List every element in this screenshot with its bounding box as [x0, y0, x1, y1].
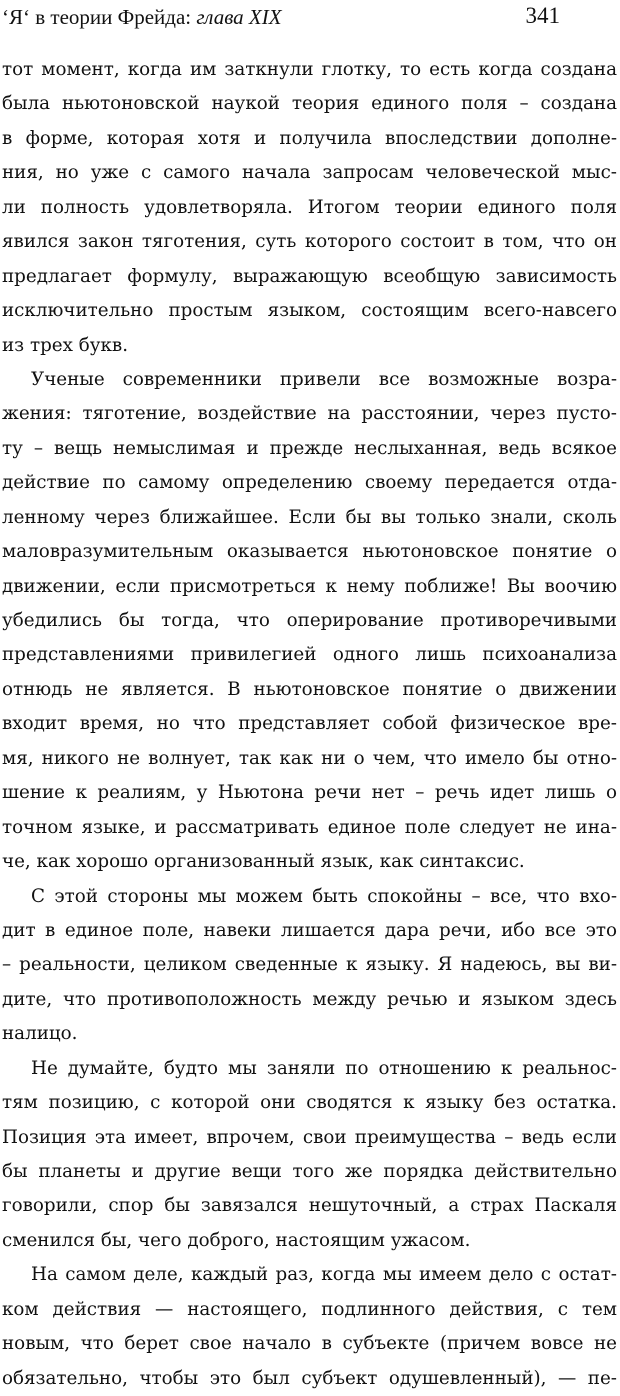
text-line: ли полность удовлетворяла. Итогом теории единого поля [2, 196, 617, 218]
text-line: дите, что противоположность между речью и языком здесь [2, 988, 617, 1010]
chapter-title-italic: глава XIX [196, 5, 282, 29]
text-line: дит в единое поле, навеки лишается дара речи, ибо все это [2, 919, 617, 941]
text-line: ленному через ближайшее. Если бы вы только знали, сколь [2, 506, 617, 528]
text-line: в форме, которая хотя и получила впоследствии дополне- [2, 127, 617, 149]
text-line: бы планеты и другие вещи того же порядка действительно [2, 1161, 617, 1182]
text-line: представлениями привилегией одного лишь психоанализа [2, 644, 617, 666]
text-line: Позиция эта имеет, впрочем, свои преимущества – ведь если [2, 1126, 617, 1148]
text-line: маловразумительным оказывается ньютоновское понятие о [2, 541, 617, 563]
text-line: движении, если присмотреться к нему поближе! Вы воочию [2, 575, 617, 597]
text-line: была ньютоновской наукой теория единого поля – создана [2, 93, 617, 115]
text-line: отнюдь не является. В ньютоновское понятие о движении [2, 678, 617, 700]
text-line: из трех букв. [2, 334, 129, 356]
page-number: 341 [525, 3, 560, 28]
chapter-title [2, 4, 282, 30]
text-line: ком действия — настоящего, подлинного действия, с тем [2, 1298, 617, 1320]
text-line: С этой стороны мы можем быть спокойны – все, что вхо- [31, 885, 617, 907]
text-line: явился закон тяготения, суть которого состоит в том, что он [2, 231, 617, 253]
text-line: говорили, спор бы завязался нешуточный, а страх Паскаля [2, 1195, 617, 1217]
text-line: Ученые современники привели все возможные возра- [31, 368, 617, 390]
text-line: исключительно простым языком, состоящим всего-навсего [2, 300, 617, 322]
text-line: ния, но уже с самого начала запросам человеческой мыс- [2, 162, 617, 184]
running-header [0, 0, 620, 40]
text-line: налицо. [2, 1023, 78, 1045]
text-line: точном языке, и рассматривать единое поле следует не ина- [2, 816, 617, 838]
text-line: предлагает формулу, выражающую всеобщую зависимость [2, 265, 617, 287]
text-line: действие по самому определению своему передается отда- [2, 472, 617, 494]
text-line: – реальности, целиком сведенные к языку. Я надеюсь, вы ви- [2, 954, 617, 976]
text-line: убедились бы тогда, что оперирование противоречивыми [2, 610, 617, 631]
text-line: На самом деле, каждый раз, когда мы имеем дело с остат- [31, 1264, 617, 1286]
text-line: новым, что берет свое начало в субъекте (причем вовсе не [2, 1333, 617, 1355]
text-line: жения: тяготение, воздействие на расстоянии, через пусто- [2, 403, 617, 425]
text-line: Не думайте, будто мы заняли по отношению к реальнос- [31, 1057, 617, 1079]
text-line: ту – вещь немыслимая и прежде неслыханная, ведь всякое [2, 437, 617, 459]
text-line: шение к реалиям, у Ньютона речи нет – речь идет лишь о [2, 782, 617, 804]
text-line: сменился бы, чего доброго, настоящим ужасом. [2, 1229, 471, 1251]
text-line: мя, никого не волнует, так как ни о чем, что имело бы отно- [2, 747, 617, 769]
body-text [2, 53, 617, 1396]
text-line: тот момент, когда им заткнули глотку, то есть когда создана [2, 59, 617, 80]
chapter-title-regular: ‘Я‘ в теории Фрейда: [2, 5, 197, 29]
text-line: че, как хорошо организованный язык, как синтаксис. [2, 851, 525, 873]
text-line: обязательно, чтобы это был субъект одушевленный), — пе- [2, 1367, 617, 1389]
text-line: тям позицию, с которой они сводятся к языку без остатка. [2, 1092, 617, 1114]
text-line: входит время, но что представляет собой физическое вре- [2, 713, 617, 735]
